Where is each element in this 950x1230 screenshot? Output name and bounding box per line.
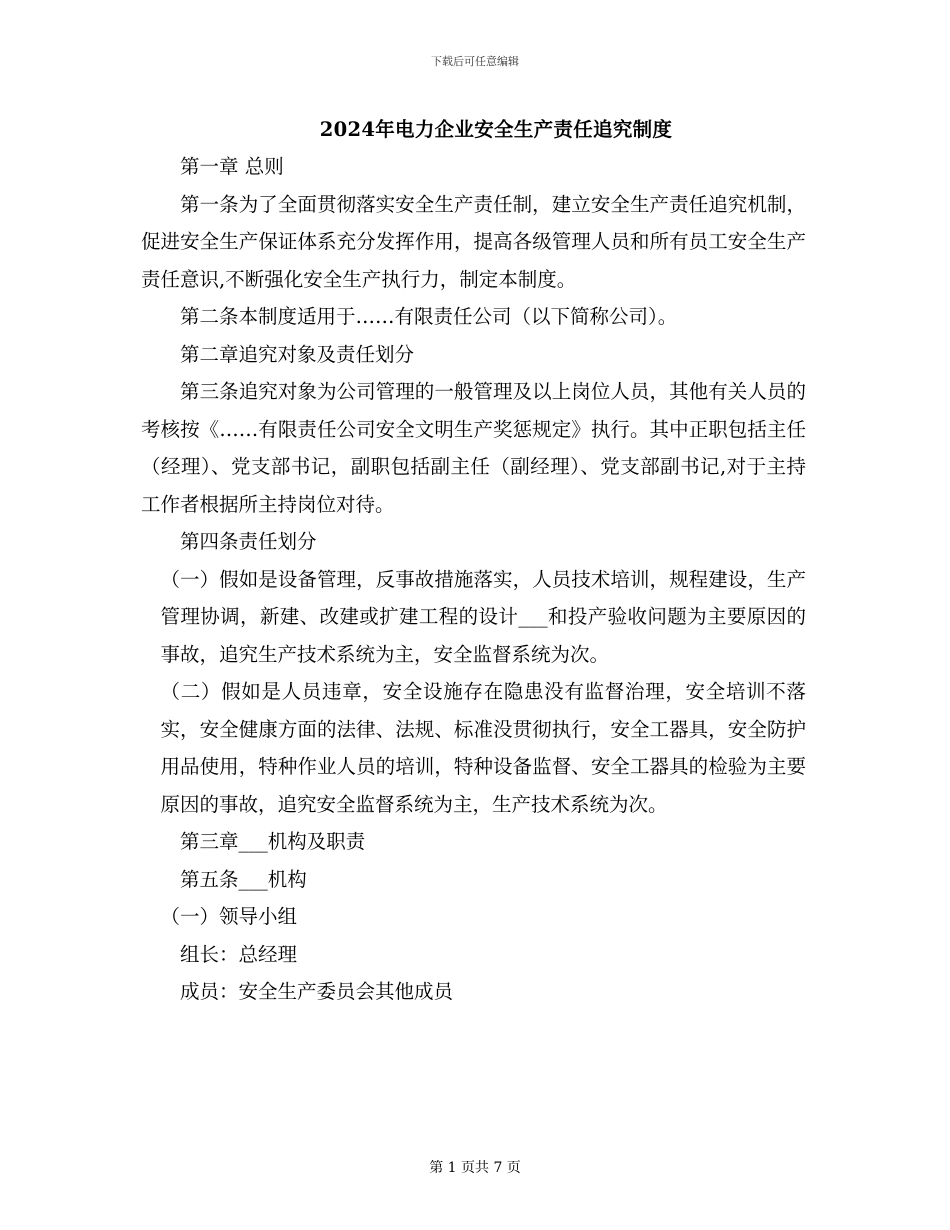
list-item: （一）领导小组 <box>160 905 298 928</box>
body-paragraph: 第二条本制度适用于……有限责任公司（以下简称公司）。 <box>180 305 678 328</box>
page-footer: 第 1 页共 7 页 <box>429 1160 521 1176</box>
body-paragraph: 组长：总经理 <box>180 942 298 966</box>
chapter-heading: 第一章 总则 <box>180 155 284 178</box>
article-heading: 第五条___机构 <box>180 867 307 891</box>
body-paragraph: 第一条为了全面贯彻落实安全生产责任制，建立安全生产责任追究机制，促进安全生产保证体系充分发挥作用，提高各级管理人员和所有员工安全生产责任意识,不断强化安全生产执行力，制定本制度。 <box>141 192 806 291</box>
document-body <box>141 148 806 1011</box>
header-note: 下载后可任意编辑 <box>431 55 519 68</box>
document-title: 2024年电力企业安全生产责任追究制度 <box>319 118 673 141</box>
list-item: （一）假如是设备管理，反事故措施落实，人员技术培训，规程建设，生产管理协调，新建、改建或扩建工程的设计___和投产验收问题为主要原因的事故，追究生产技术系统为主，安全监督系统为次。 <box>160 567 806 666</box>
article-heading: 第四条责任划分 <box>180 530 317 553</box>
chapter-heading: 第三章___机构及职责 <box>180 830 366 853</box>
body-paragraph: 成员：安全生产委员会其他成员 <box>180 980 454 1003</box>
chapter-heading: 第二章追究对象及责任划分 <box>180 342 415 366</box>
list-item: （二）假如是人员违章，安全设施存在隐患没有监督治理，安全培训不落实，安全健康方面的法律、法规、标准没贯彻执行，安全工器具，安全防护用品使用，特种作业人员的培训，特种设备监督、安全工器具的检验为主要原因的事故，追究安全监督系统为主，生产技术系统为次。 <box>160 680 806 816</box>
body-paragraph: 第三条追究对象为公司管理的一般管理及以上岗位人员，其他有关人员的考核按《……有限责任公司安全文明生产奖惩规定》执行。其中正职包括主任（经理）、党支部书记，副职包括副主任（副经理）、党支部副书记,对于主持工作者根据所主持岗位对待。 <box>141 380 806 516</box>
